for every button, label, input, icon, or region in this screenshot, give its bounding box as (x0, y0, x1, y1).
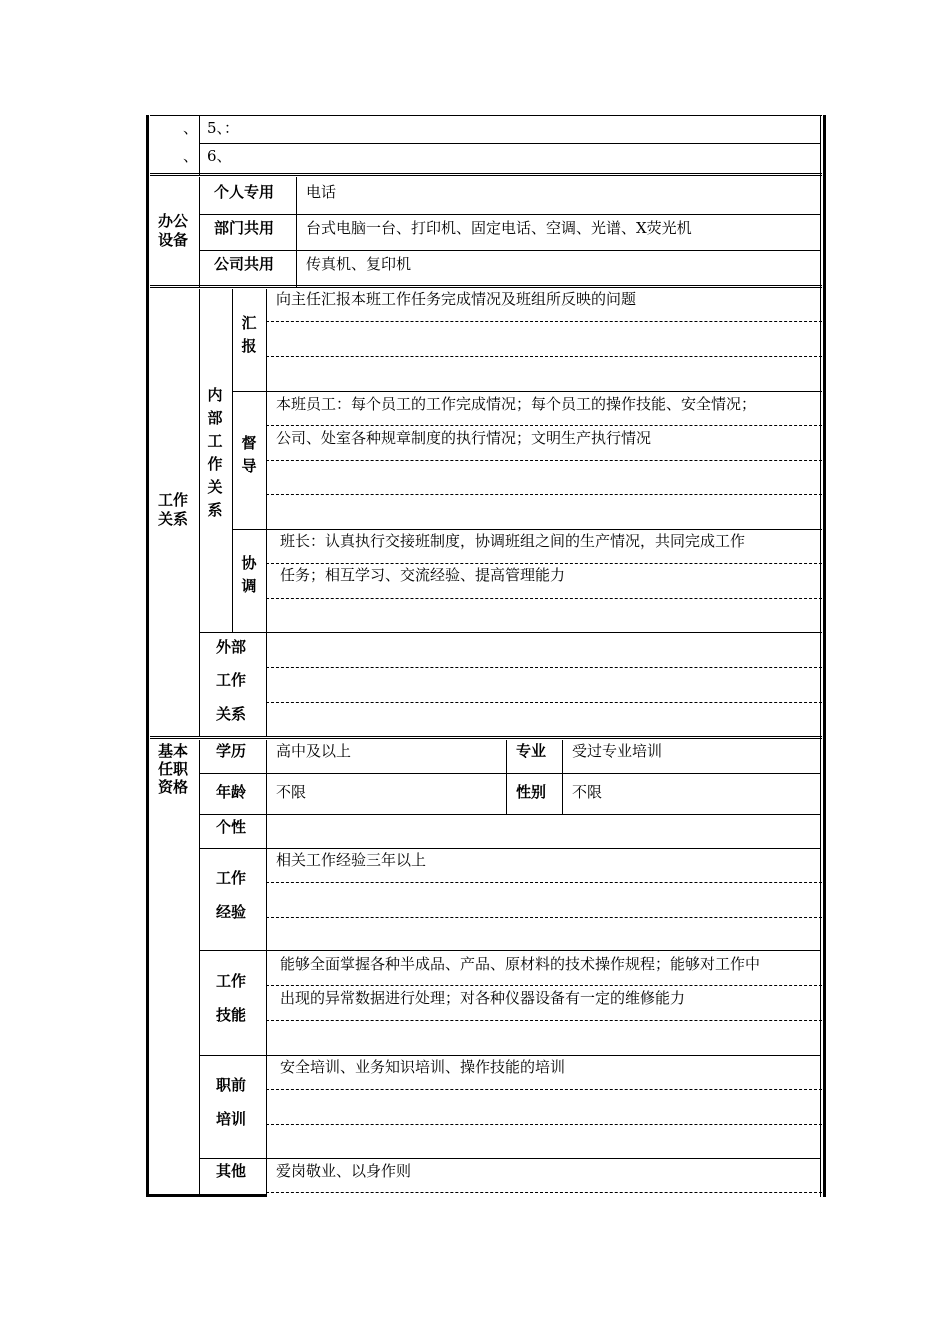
internal-relations-label: 内部工作关系 (207, 386, 223, 519)
row5-text: 5、： (207, 119, 240, 137)
divider (199, 773, 821, 774)
blank-line (266, 563, 822, 564)
blank-line (266, 882, 822, 883)
blank-line (266, 598, 822, 599)
other-label: 其他 (216, 1162, 247, 1180)
training-label-2: 培训 (216, 1110, 247, 1128)
section-divider (150, 736, 822, 739)
report-label: 汇报 (241, 314, 257, 355)
divider (199, 632, 822, 633)
blank-line (266, 460, 822, 461)
skills-line-1: 能够全面掌握各种半成品、产品、原材料的技术操作规程；能够对工作中 (280, 955, 761, 973)
education-label: 学历 (216, 742, 247, 760)
blank-line (266, 985, 822, 986)
age-label: 年龄 (216, 783, 247, 801)
external-label-1: 外部 (216, 638, 247, 656)
company-shared-value: 传真机、复印机 (306, 255, 412, 273)
table-top-border (150, 115, 822, 116)
coordinate-label: 协调 (241, 554, 257, 595)
training-value: 安全培训、业务知识培训、操作技能的培训 (280, 1058, 566, 1076)
table-right-border (823, 115, 826, 1197)
company-shared-label: 公司共用 (214, 255, 275, 273)
divider (199, 814, 821, 815)
divider (199, 214, 821, 215)
blank-line (266, 321, 822, 322)
divider (199, 289, 200, 736)
work-relations-label: 工作关系 (157, 491, 188, 528)
experience-value: 相关工作经验三年以上 (276, 851, 427, 869)
personal-use-value: 电话 (306, 183, 337, 201)
office-section-label: 办公设备 (157, 212, 188, 249)
coordinate-line-2: 任务；相互学习、交流经验、提高管理能力 (280, 566, 566, 584)
coordinate-line-1: 班长：认真执行交接班制度，协调班组之间的生产情况，共同完成工作 (280, 532, 746, 550)
blank-line (266, 494, 822, 495)
gender-value: 不限 (572, 783, 603, 801)
experience-label-2: 经验 (216, 903, 247, 921)
divider (199, 143, 821, 144)
dept-shared-label: 部门共用 (214, 219, 275, 237)
external-label-2: 工作 (216, 671, 247, 689)
divider (199, 115, 200, 175)
skills-label-1: 工作 (216, 972, 247, 990)
table-left-border (146, 115, 149, 1197)
skills-label-2: 技能 (216, 1006, 247, 1024)
blank-line (266, 1020, 822, 1021)
major-value: 受过专业培训 (572, 742, 663, 760)
row5-mark: 、 (183, 119, 199, 137)
blank-line (266, 702, 822, 703)
section-divider (150, 285, 822, 288)
divider (296, 177, 297, 287)
divider (199, 177, 200, 287)
training-label-1: 职前 (216, 1076, 247, 1094)
divider (562, 740, 563, 814)
blank-line (266, 917, 822, 918)
divider (232, 391, 822, 392)
divider (232, 289, 233, 632)
divider (199, 1055, 821, 1056)
section-divider (150, 173, 822, 176)
other-value: 爱岗敬业、以身作则 (276, 1162, 412, 1180)
divider (199, 250, 821, 251)
major-label: 专业 (516, 742, 547, 760)
blank-line (266, 667, 822, 668)
blank-line (266, 1089, 822, 1090)
divider (199, 1158, 821, 1159)
external-label-3: 关系 (216, 705, 247, 723)
blank-line (266, 1192, 822, 1193)
gender-label: 性别 (516, 783, 547, 801)
blank-line (266, 425, 822, 426)
skills-line-2: 出现的异常数据进行处理；对各种仪器设备有一定的维修能力 (280, 989, 686, 1007)
divider (232, 529, 822, 530)
divider (266, 740, 267, 1195)
divider (199, 848, 821, 849)
personal-use-label: 个人专用 (214, 183, 275, 201)
supervise-line-1: 本班员工：每个员工的工作完成情况；每个员工的操作技能、安全情况； (276, 395, 757, 413)
table-bottom-border (146, 1194, 267, 1197)
report-line: 向主任汇报本班工作任务完成情况及班组所反映的问题 (276, 290, 637, 308)
age-value: 不限 (276, 783, 307, 801)
divider (199, 950, 821, 951)
dept-shared-value: 台式电脑一台、打印机、固定电话、空调、光谱、X荧光机 (306, 219, 692, 237)
row6-mark: 、 (183, 147, 199, 165)
supervise-line-2: 公司、处室各种规章制度的执行情况；文明生产执行情况 (276, 429, 652, 447)
blank-line (266, 356, 822, 357)
blank-line (266, 1124, 822, 1125)
divider (506, 740, 507, 814)
experience-label-1: 工作 (216, 869, 247, 887)
supervise-label: 督导 (241, 434, 257, 475)
education-value: 高中及以上 (276, 742, 352, 760)
divider (199, 740, 200, 1195)
row6-text: 6、 (207, 147, 232, 165)
personality-label: 个性 (216, 818, 247, 836)
table-right-border-inner (820, 115, 821, 1197)
qualifications-label: 基本任职资格 (157, 742, 188, 796)
